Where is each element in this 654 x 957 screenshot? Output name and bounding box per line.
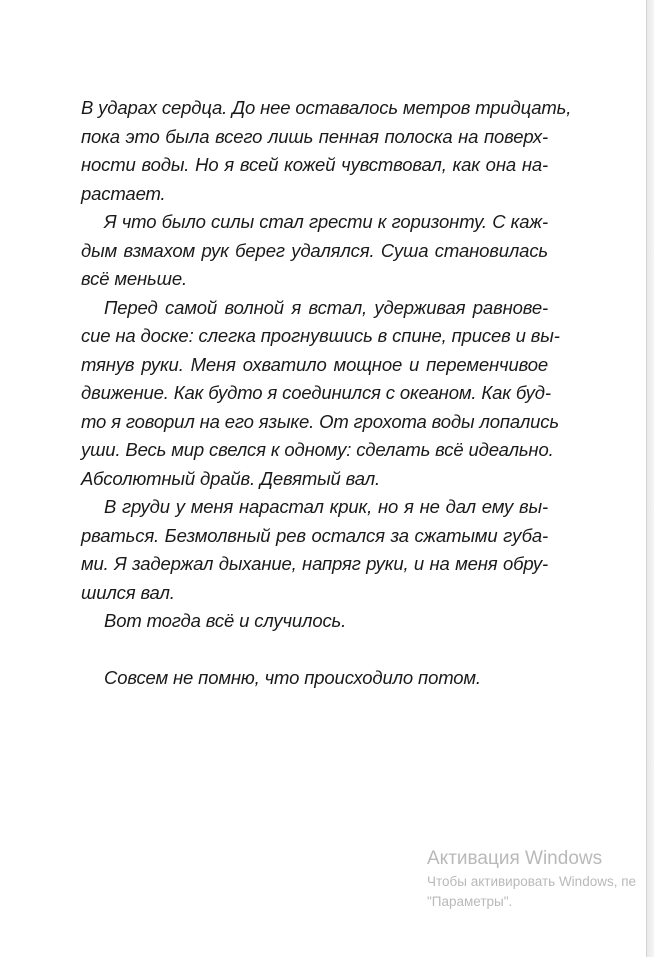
text-line: растает. [81, 182, 166, 204]
book-text [81, 94, 572, 693]
text-line: пока это была всего лишь пенная полоска на поверх- [81, 125, 548, 147]
text-line: сие на доске: слегка прогнувшись в спине, присев и вы- [81, 325, 560, 346]
windows-activation-watermark [427, 846, 654, 912]
page-edge [646, 0, 654, 957]
text-line: движение. Как будто я соединился с океаном. Как буд- [81, 382, 551, 403]
watermark-line: "Параметры". [427, 894, 513, 909]
paragraph-gap [81, 636, 548, 665]
text-line: тянув руки. Меня охватило мощное и переменчивое [81, 353, 548, 375]
text-line: Совсем не помню, что происходило потом. [104, 667, 481, 688]
text-line: ности воды. Но я всей кожей чувствовал, как она на- [81, 154, 548, 175]
text-line: Я что было силы стал грести к горизонту. С каж- [104, 211, 548, 232]
text-line: В ударах сердца. До нее оставалось метров тридцать, [81, 97, 572, 118]
text-line: шился вал. [81, 581, 175, 603]
text-line: Вот тогда всё и случилось. [104, 610, 347, 631]
text-line: ми. Я задержал дыхание, напряг руки, и на меня обру- [81, 553, 548, 574]
text-line: то я говорил на его языке. От грохота воды лопались [81, 410, 559, 432]
text-line: всё меньше. [81, 268, 187, 289]
text-line: дым взмахом рук берег удалялся. Суша становилась [81, 239, 548, 261]
text-line: В груди у меня нарастал крик, но я не дал ему вы- [104, 496, 548, 517]
watermark-line: Чтобы активировать Windows, пе [427, 874, 637, 889]
text-line: уши. Весь мир свелся к одному: сделать всё идеально. [81, 439, 554, 460]
watermark-title: Активация Windows [427, 848, 603, 869]
text-line: Абсолютный драйв. Девятый вал. [81, 467, 380, 489]
text-line: Перед самой волной я встал, удерживая равнове- [104, 296, 548, 318]
text-line: рваться. Безмолвный рев остался за сжатыми губа- [81, 524, 548, 546]
